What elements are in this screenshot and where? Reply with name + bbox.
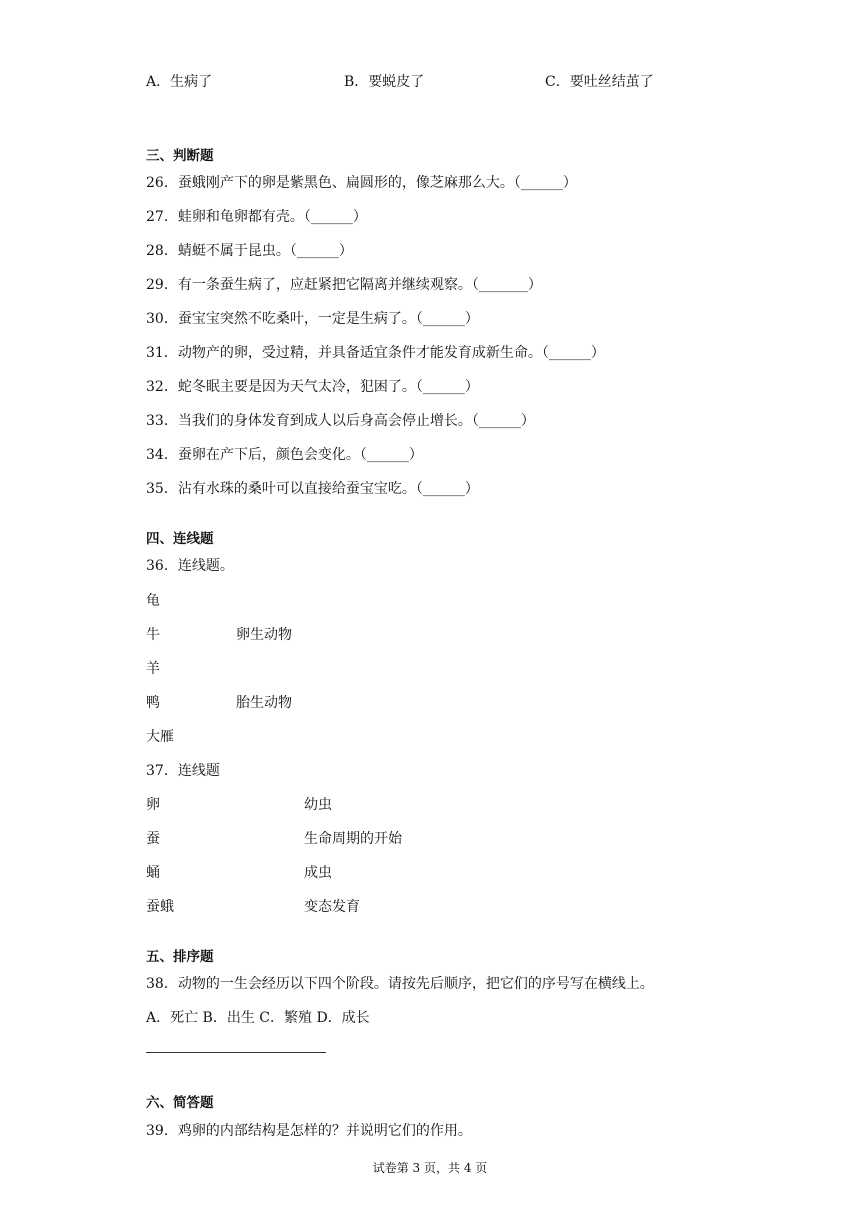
question-32: 32．蛇冬眠主要是因为天气太冷，犯困了。（______） [146, 379, 479, 395]
option-b: B．要蜕皮了 [344, 74, 425, 90]
q36-right-item: 卵生动物 [236, 627, 292, 643]
question-33: 33．当我们的身体发育到成人以后身高会停止增长。（______） [146, 413, 535, 429]
q37-left-item: 蛹 [146, 865, 160, 881]
question-34: 34．蚕卵在产下后，颜色会变化。（______） [146, 447, 423, 463]
q36-left-item: 鸭 [146, 695, 160, 711]
q37-left-item: 卵 [146, 797, 160, 813]
q36-right-item: 胎生动物 [236, 695, 292, 711]
option-a: A．生病了 [146, 74, 213, 90]
q36-left-item: 大雁 [146, 729, 174, 745]
q37-left-item: 蚕蛾 [146, 899, 174, 915]
q37-right-item: 幼虫 [304, 797, 332, 813]
q37-left-item: 蚕 [146, 831, 160, 847]
question-38-options: A．死亡 B．出生 C．繁殖 D．成长 [146, 1010, 370, 1026]
section-heading-short-answer: 六、简答题 [146, 1095, 214, 1111]
page-footer: 试卷第 3 页，共 4 页 [372, 1161, 488, 1175]
question-29: 29．有一条蚕生病了，应赶紧把它隔离并继续观察。（_______） [146, 277, 542, 293]
q37-right-item: 变态发育 [304, 899, 360, 915]
question-31: 31．动物产的卵，受过精，并具备适宜条件才能发育成新生命。（______） [146, 345, 605, 361]
question-30: 30．蚕宝宝突然不吃桑叶，一定是生病了。（______） [146, 311, 479, 327]
section-heading-judgement: 三、判断题 [146, 148, 214, 164]
section-heading-ordering: 五、排序题 [146, 949, 214, 965]
question-37-title: 37．连线题 [146, 763, 220, 779]
question-28: 28．蜻蜓不属于昆虫。（______） [146, 243, 353, 259]
question-35: 35．沾有水珠的桑叶可以直接给蚕宝宝吃。（______） [146, 481, 479, 497]
q36-left-item: 龟 [146, 593, 160, 609]
q37-right-item: 生命周期的开始 [304, 831, 402, 847]
section-heading-matching: 四、连线题 [146, 531, 214, 547]
question-27: 27．蛙卵和龟卵都有壳。（______） [146, 209, 367, 225]
question-26: 26．蚕蛾刚产下的卵是紫黑色、扁圆形的，像芝麻那么大。（______） [146, 175, 577, 191]
option-c: C．要吐丝结茧了 [545, 74, 654, 90]
answer-line[interactable] [146, 1052, 326, 1053]
question-36-title: 36．连线题。 [146, 558, 234, 574]
q36-left-item: 羊 [146, 661, 160, 677]
q37-right-item: 成虫 [304, 865, 332, 881]
question-39: 39．鸡卵的内部结构是怎样的？并说明它们的作用。 [146, 1123, 472, 1139]
question-38: 38．动物的一生会经历以下四个阶段。请按先后顺序，把它们的序号写在横线上。 [146, 976, 654, 992]
q36-left-item: 牛 [146, 627, 160, 643]
